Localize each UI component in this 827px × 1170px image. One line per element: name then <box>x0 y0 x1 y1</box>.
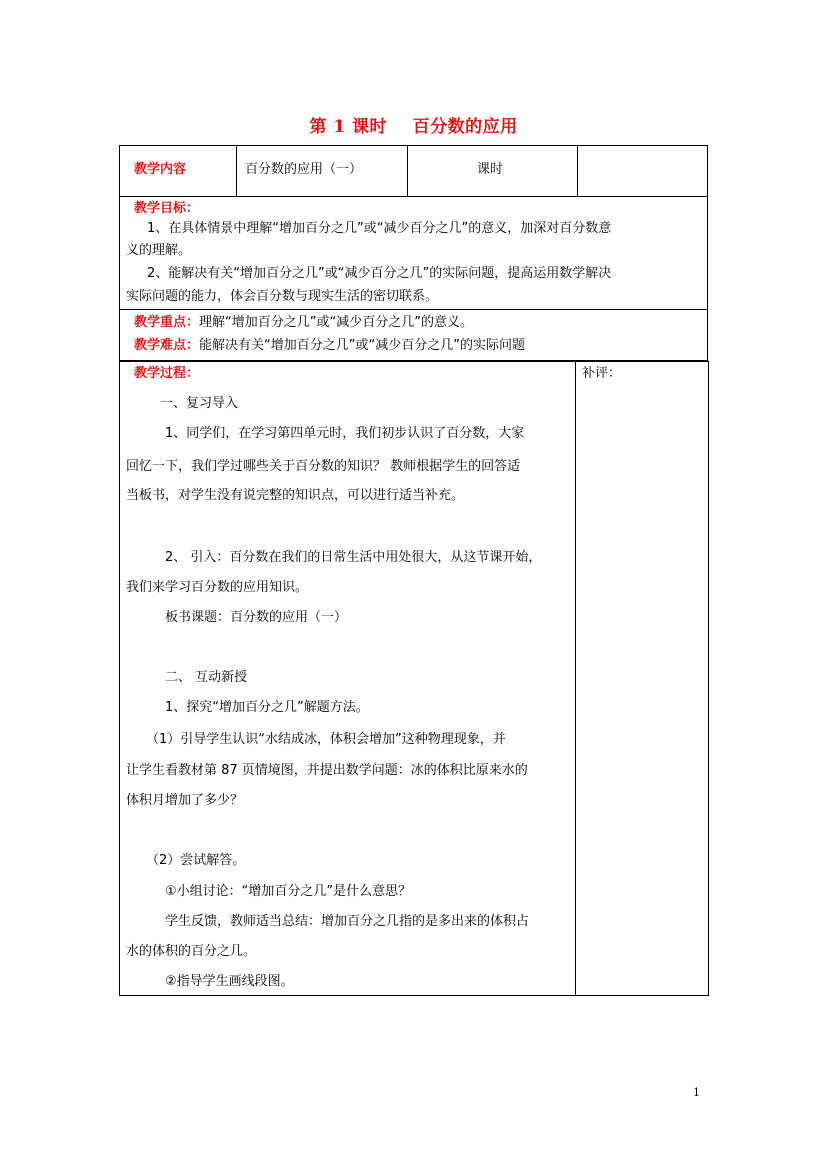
feedback-line-2: 水的体积的百分之几。 <box>126 944 257 959</box>
key-point <box>134 315 473 331</box>
objectives-label: 教学目标： <box>134 201 200 216</box>
objective-1-line-2: 义的理解。 <box>126 243 192 258</box>
content-label: 教学内容 <box>134 162 187 177</box>
question-1: ①小组讨论：“增加百分之几”是什么意思？ <box>165 884 412 899</box>
content-value: 百分数的应用（一） <box>245 162 363 177</box>
step-1-line-3: 体积月增加了多少？ <box>126 793 244 808</box>
period-label: 课时 <box>477 162 504 177</box>
difficult-point-text: 能解决有关“增加百分之几”或“减少百分之几”的实际问题 <box>199 338 525 353</box>
col-divider <box>236 145 237 196</box>
objective-1-line-1: 1、在具体情景中理解“增加百分之几”或“减少百分之几”的意义，加深对百分数意 <box>147 221 612 236</box>
section-review: 一、复习导入 <box>160 396 239 411</box>
feedback-line-1: 学生反馈，教师适当总结：增加百分之几指的是多出来的体积占 <box>165 914 530 929</box>
col-divider <box>575 361 576 996</box>
key-point-label: 教学重点： <box>134 315 200 330</box>
page-title: 第 1 课时 百分数的应用 <box>309 117 518 137</box>
col-divider <box>577 145 578 196</box>
row-divider <box>119 309 708 310</box>
paragraph-1-line-3: 当板书，对学生没有说完整的知识点，可以进行适当补充。 <box>126 488 465 503</box>
row-divider <box>119 196 708 197</box>
objective-2-line-1: 2、能解决有关“增加百分之几”或“减少百分之几”的实际问题，提高运用数学解决 <box>147 266 612 281</box>
paragraph-1-line-2: 回忆一下，我们学过哪些关于百分数的知识？ 教师根据学生的回答适 <box>126 459 521 474</box>
paragraph-1-line-1: 1、同学们，在学习第四单元时，我们初步认识了百分数，大家 <box>165 426 525 441</box>
paragraph-2-line-1: 2、 引入：百分数在我们的日常生活中用处很大，从这节课开始， <box>165 550 542 565</box>
difficult-point-label: 教学难点： <box>134 338 200 353</box>
step-1-line-2: 让学生看教材第 87 页情境图，并提出数学问题：冰的体积比原来水的 <box>126 763 528 778</box>
difficult-point <box>134 338 525 354</box>
question-2: ②指导学生画线段图。 <box>165 974 294 989</box>
comment-label: 补评： <box>582 366 622 381</box>
paragraph-2-line-2: 我们来学习百分数的应用知识。 <box>126 580 309 595</box>
step-1-line-1: （1）引导学生认识“水结成冰，体积会增加”这种物理现象，并 <box>146 732 506 747</box>
col-divider <box>407 145 408 196</box>
key-point-text: 理解“增加百分之几”或“减少百分之几”的意义。 <box>199 315 473 330</box>
page-number: 1 <box>693 1086 700 1099</box>
section-interactive: 二、 互动新授 <box>165 670 248 685</box>
process-label: 教学过程： <box>134 366 200 381</box>
objective-2-line-2: 实际问题的能力，体会百分数与现实生活的密切联系。 <box>126 289 439 304</box>
explore-line: 1、探究“增加百分之几”解题方法。 <box>165 700 369 715</box>
board-title: 板书课题：百分数的应用（一） <box>165 610 348 625</box>
step-2: （2）尝试解答。 <box>146 853 246 868</box>
